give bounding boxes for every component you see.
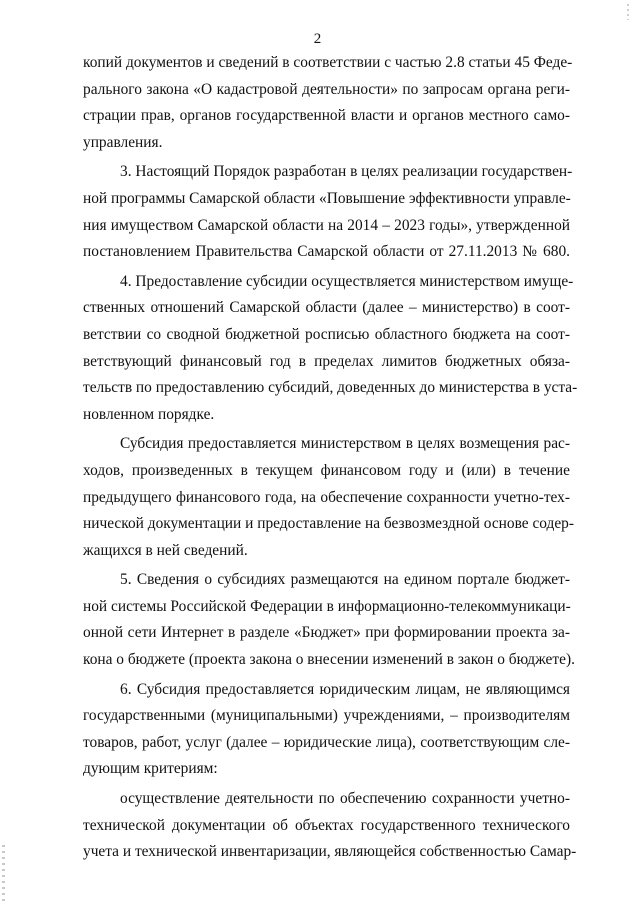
text-line: ной программы Самарской области «Повышение эффективности управле-: [83, 189, 571, 207]
paragraph-6: [83, 677, 570, 783]
text-line: кона о бюджете (проекта закона о внесении изменений в закон о бюджете).: [83, 651, 575, 669]
text-line: 4. Предоставление субсидии осуществляется министерством имуще-: [120, 272, 574, 290]
text-line: предыдущего финансового года, на обеспечение сохранности учетно-тех-: [83, 488, 570, 506]
text-line: управления.: [83, 133, 163, 151]
text-line: ственных отношений Самарской области (далее – министерство) в соот-: [83, 299, 570, 317]
text-line: 6. Субсидия предоставляется юридическим лицам, не являющимся: [120, 680, 570, 698]
text-line: новленном порядке.: [83, 405, 215, 423]
paragraph-criteria: [83, 786, 577, 866]
text-line: копий документов и сведений в соответствии с частью 2.8 статьи 45 Феде-: [83, 54, 573, 71]
text-line: дующим критериям:: [83, 760, 218, 778]
text-line: ветствии со сводной бюджетной росписью областного бюджета на соот-: [83, 325, 570, 343]
paragraph-intro-continued: [83, 50, 573, 156]
scan-corner-mark: [627, 4, 629, 20]
text-line: рального закона «О кадастровой деятельности» по запросам органа реги-: [83, 80, 570, 98]
text-line: страции прав, органов государственной власти и органов местного само-: [83, 107, 570, 125]
text-line: ходов, произведенных в текущем финансовом году и (или) в течение: [83, 461, 570, 479]
text-line: нической документации и предоставление на безвозмездной основе содер-: [83, 515, 575, 533]
text-line: тельств по предоставлению субсидий, доведенных до министерства в уста-: [83, 379, 578, 397]
text-line: постановлением Правительства Самарской области от 27.11.2013 № 680.: [83, 243, 570, 261]
text-line: ветствующий финансовый год в пределах лимитов бюджетных обяза-: [83, 352, 570, 370]
text-line: ной системы Российской Федерации в информационно-телекоммуникаци-: [83, 597, 571, 615]
text-line: Субсидия предоставляется министерством в целях возмещения рас-: [120, 435, 570, 453]
text-line: учета и технической инвентаризации, являющейся собственностью Самар-: [83, 843, 577, 861]
scan-edge-mark: [2, 845, 5, 905]
text-line: государственными (муниципальными) учреждениями, – производителям: [83, 707, 570, 725]
paragraph-subsidy-purpose: [83, 431, 575, 564]
paragraph-3: [83, 159, 573, 265]
text-line: онной сети Интернет в разделе «Бюджет» при формировании проекта за-: [83, 624, 570, 642]
text-line: 3. Настоящий Порядок разработан в целях реализации государствен-: [120, 163, 573, 181]
paragraph-4: [83, 269, 578, 429]
text-line: товаров, работ, услуг (далее – юридические лица), соответствующим сле-: [83, 733, 570, 751]
page-number: 2: [313, 31, 322, 47]
text-line: осуществление деятельности по обеспечению сохранности учетно-: [120, 790, 570, 808]
text-line: технической документации об объектах государственного технического: [83, 816, 570, 834]
text-line: жащихся в ней сведений.: [83, 541, 248, 559]
paragraph-5: [83, 567, 575, 673]
text-line: 5. Сведения о субсидиях размещаются на едином портале бюджет-: [120, 571, 570, 589]
text-line: ния имуществом Самарской области на 2014 – 2023 годы», утвержденной: [83, 216, 570, 234]
document-body: [83, 50, 578, 866]
